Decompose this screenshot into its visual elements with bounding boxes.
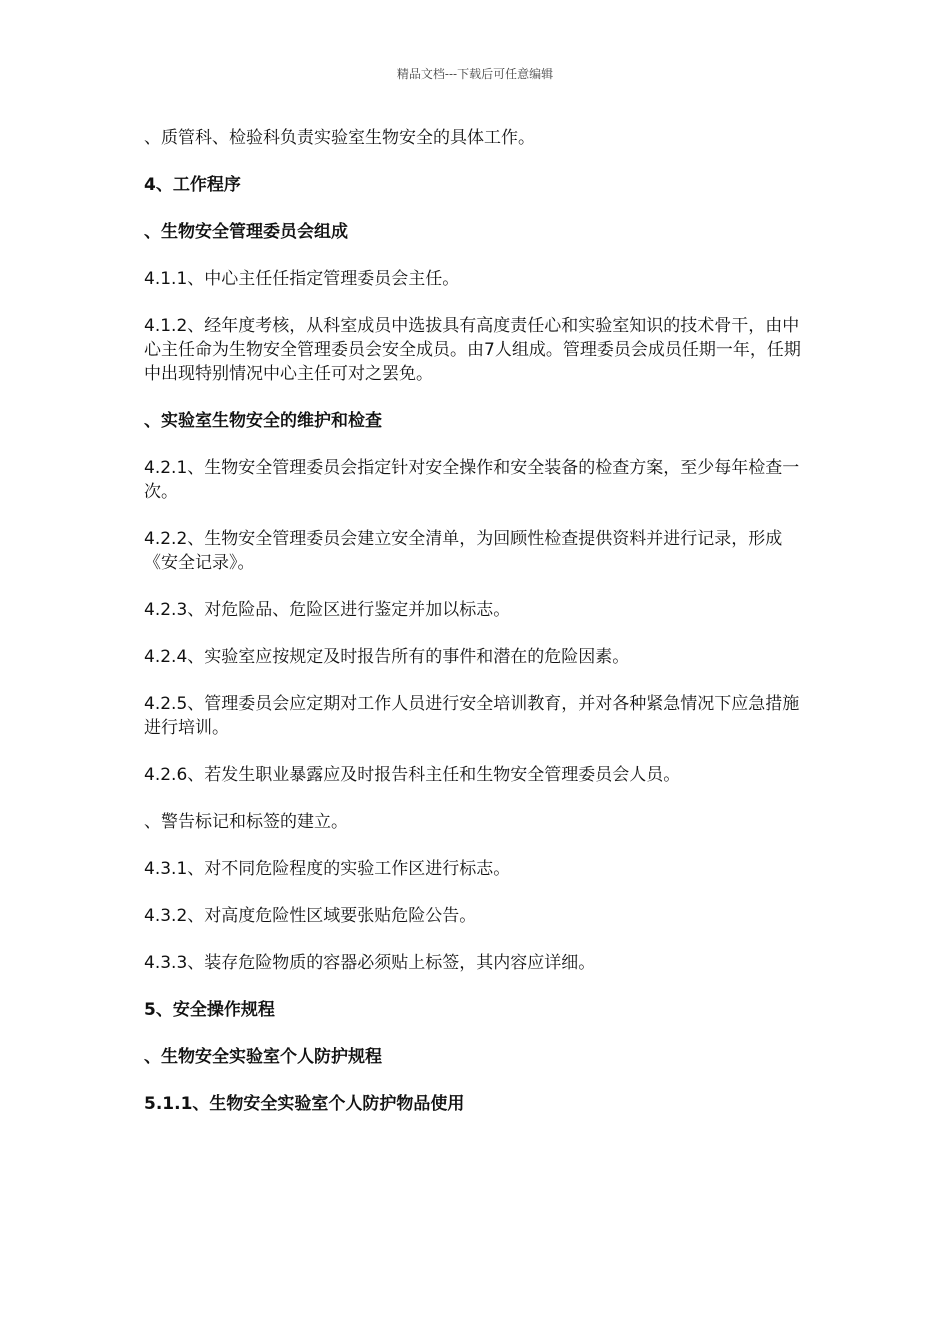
paragraph: 、质管科、检验科负责实验室生物安全的具体工作。 (144, 128, 535, 148)
page-header: 精品文档---下载后可任意编辑 (396, 67, 554, 81)
paragraph: 4.3.1、对不同危险程度的实验工作区进行标志。 (144, 859, 511, 879)
paragraph: 4.3.3、装存危险物质的容器必须贴上标签，其内容应详细。 (144, 953, 596, 973)
subsection-heading: 、实验室生物安全的维护和检查 (144, 411, 382, 431)
document-body (144, 126, 816, 1116)
subsection-heading: 、生物安全管理委员会组成 (144, 222, 348, 242)
paragraph: 4.1.2、经年度考核，从科室成员中选拔具有高度责任心和实验室知识的技术骨干，由中心主任命为生物安全管理委员会安全成员。由7人组成。管理委员会成员任期一年，任期中出现特别情况中心主任可对之罢免。 (144, 316, 801, 384)
paragraph: 4.3.2、对高度危险性区域要张贴危险公告。 (144, 906, 477, 926)
paragraph: 4.2.2、生物安全管理委员会建立安全清单，为回顾性检查提供资料并进行记录，形成《安全记录》。 (144, 529, 783, 573)
paragraph: 4.2.1、生物安全管理委员会指定针对安全操作和安全装备的检查方案，至少每年检查一次。 (144, 458, 800, 502)
paragraph: 、警告标记和标签的建立。 (144, 812, 348, 832)
section-heading: 4、工作程序 (144, 175, 241, 195)
paragraph: 4.2.3、对危险品、危险区进行鉴定并加以标志。 (144, 600, 511, 620)
section-heading: 5、安全操作规程 (144, 1000, 275, 1020)
paragraph: 4.2.6、若发生职业暴露应及时报告科主任和生物安全管理委员会人员。 (144, 765, 681, 785)
subsection-heading: 、生物安全实验室个人防护规程 (144, 1047, 382, 1067)
subsection-heading: 5.1.1、生物安全实验室个人防护物品使用 (144, 1094, 465, 1114)
paragraph: 4.2.4、实验室应按规定及时报告所有的事件和潜在的危险因素。 (144, 647, 630, 667)
paragraph: 4.1.1、中心主任任指定管理委员会主任。 (144, 269, 460, 289)
paragraph: 4.2.5、管理委员会应定期对工作人员进行安全培训教育，并对各种紧急情况下应急措施进行培训。 (144, 694, 800, 738)
